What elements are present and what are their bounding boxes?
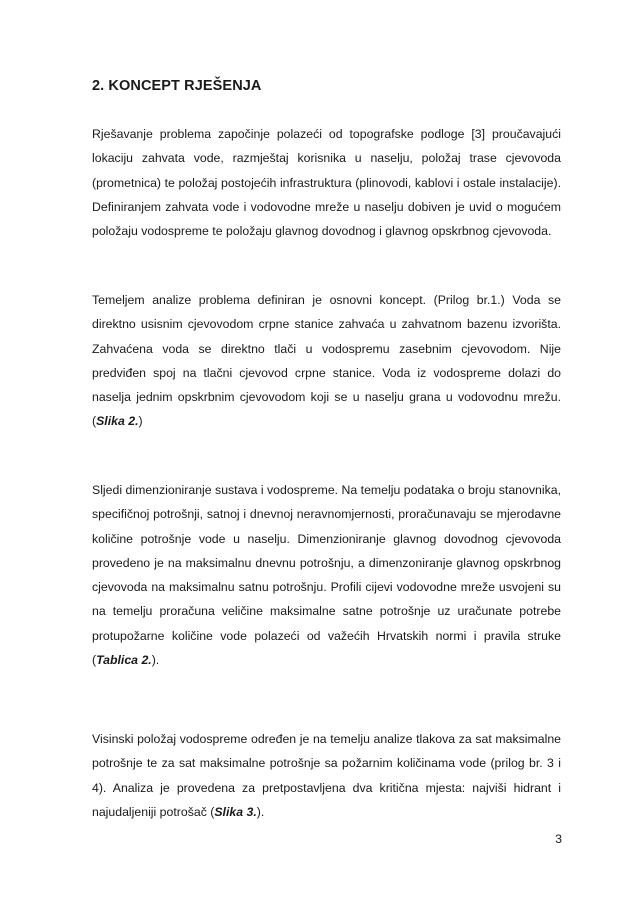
figure-reference: Slika 2. [96, 414, 139, 429]
page-number: 3 [555, 832, 562, 846]
paragraph-reservoir-elevation [92, 727, 561, 824]
paragraph-text: Rješavanje problema započinje polazeći od topografske podloge [3] proučavajući lokaciju zahvata vode, razmještaj korisnika u naselju, položaj trase cjevovoda (prometnica) te položaj postojećih infrastruktura (plinovodi, kablovi i ostale instalacije). Definiranjem zahvata vode i vodovodne mreže u naselju dobiven je uvid o mogućem položaju vodospreme te položaju glavnog dovodnog i glavnog opskrbnog cjevovoda. [92, 127, 561, 239]
paragraph-dimensioning [92, 478, 561, 672]
paragraph-text: Sljedi dimenzioniranje sustava i vodospreme. Na temelju podataka o broju stanovnika, specifičnoj potrošnji, satnoj i dnevnoj neravnomjernosti, proračunavaju se mjerodavne količine potrošnje vode u naselju. Dimenzioniranje glavnog dovodnog cjevovoda provedeno je na maksimalnu dnevnu potrošnju, a dimenzoniranje glavnog opskrbnog cjevovoda na maksimalnu satnu potrošnju. Profili cijevi vodovodne mreže usvojeni su na temelju proračuna veličine maksimalne satne potrošnje uz uračunate potrebe protupožarne količine vode polazeći od važećih Hrvatskih normi i pravila struke ( [92, 483, 561, 668]
section-heading: 2. KONCEPT RJEŠENJA [92, 78, 262, 94]
table-reference: Tablica 2. [96, 653, 152, 668]
paragraph-text: Temeljem analize problema definiran je osnovni koncept. (Prilog br.1.) Voda se direktno usisnim cjevovodom crpne stanice zahvaća u zahvatnom bazenu izvorišta. Zahvaćena voda se direktno tlači u vodospremu zasebnim cjevovodom. Nije predviđen spoj na tlačni cjevovod crpne stanice. Voda iz vodospreme dolazi do naselja jednim opskrbnim cjevovodom koji se u naselju grana u vodovodnu mrežu. ( [92, 293, 561, 429]
paragraph-suffix: ). [256, 804, 265, 819]
figure-reference: Slika 3. [214, 804, 257, 819]
paragraph-suffix: ) [138, 414, 143, 429]
paragraph-text: Visinski položaj vodospreme određen je na temelju analize tlakova za sat maksimalne potrošnje te za sat maksimalne potrošnje sa požarnim količinama vode (prilog br. 3 i 4). Analiza je provedena za pretpostavljena dva kritična mjesta: najviši hidrant i najudaljeniji potrošač ( [92, 732, 561, 819]
paragraph-problem-approach [92, 122, 561, 243]
paragraph-basic-concept [92, 288, 561, 434]
paragraph-suffix: ). [151, 653, 160, 668]
